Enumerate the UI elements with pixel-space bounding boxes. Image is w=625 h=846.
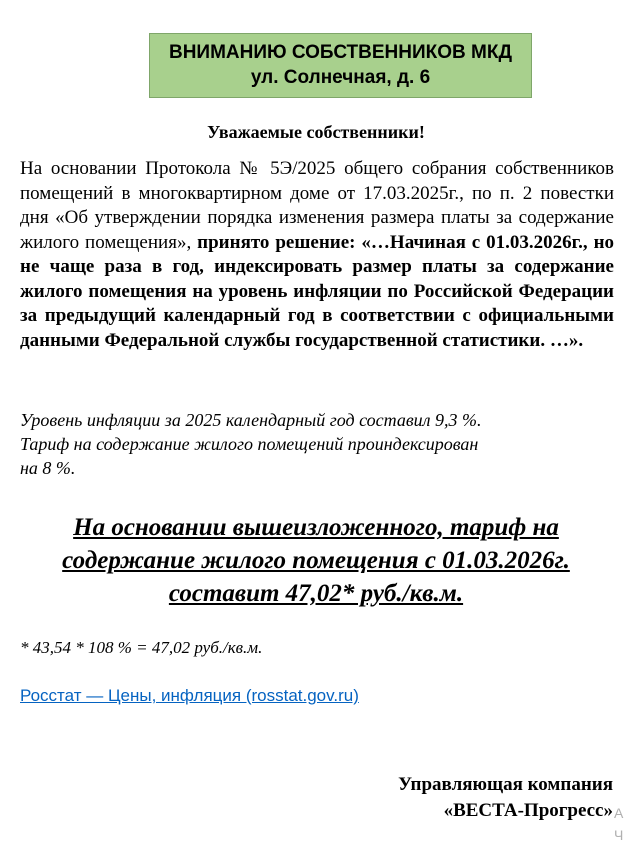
edge-fragment-line2: Ч — [614, 827, 624, 843]
signature — [398, 772, 613, 824]
tariff-formula: * 43,54 * 108 % = 47,02 руб./кв.м. — [20, 638, 263, 657]
notice-header-title: ВНИМАНИЮ СОБСТВЕННИКОВ МКД — [168, 42, 512, 63]
notice-header-box — [149, 33, 532, 98]
tariff-note-line2: на 8 %. — [20, 458, 76, 478]
paragraph-decision: принято решение: «…Начиная с 01.03.2026г., но не чаще раза в год, индексировать размер платы за содержание жилого помещения на уровень инфляции по Российской Федерации за предыдущий календарный год в соответствии с официальными данными Федеральной службы государственной статистики. …». — [20, 231, 615, 351]
conclusion-line2: содержание жилого помещения с 01.03.2026г. — [62, 547, 570, 574]
rosstat-link[interactable]: Росстат — Цены, инфляция (rosstat.gov.ru) — [20, 686, 359, 705]
signature-company: «ВЕСТА-Прогресс» — [443, 800, 613, 821]
conclusion-line1: На основании вышеизложенного, тариф на — [73, 514, 559, 541]
main-paragraph — [20, 157, 614, 353]
inflation-note: Уровень инфляции за 2025 календарный год составил 9,3 %. — [20, 410, 482, 430]
inflation-notes — [20, 408, 610, 480]
conclusion-line3: составит 47,02* руб./кв.м. — [168, 580, 464, 607]
signature-line1: Управляющая компания — [398, 774, 613, 795]
edge-fragment-line1: А — [614, 805, 624, 821]
greeting: Уважаемые собственники! — [207, 122, 425, 142]
notice-header-address: ул. Солнечная, д. 6 — [250, 67, 431, 88]
tariff-conclusion — [0, 511, 625, 610]
paragraph-intro: На основании Протокола № 5Э/2025 общего собрания собственников помещений в многоквартирном доме от 17.03.2025г., по п. 2 повестки дня «Об утверждении порядка изменения размера платы за содержание жилого помещения», — [20, 158, 614, 253]
tariff-note-line1: Тариф на содержание жилого помещений проиндексирован — [20, 434, 479, 454]
edge-text-fragment — [614, 802, 625, 846]
